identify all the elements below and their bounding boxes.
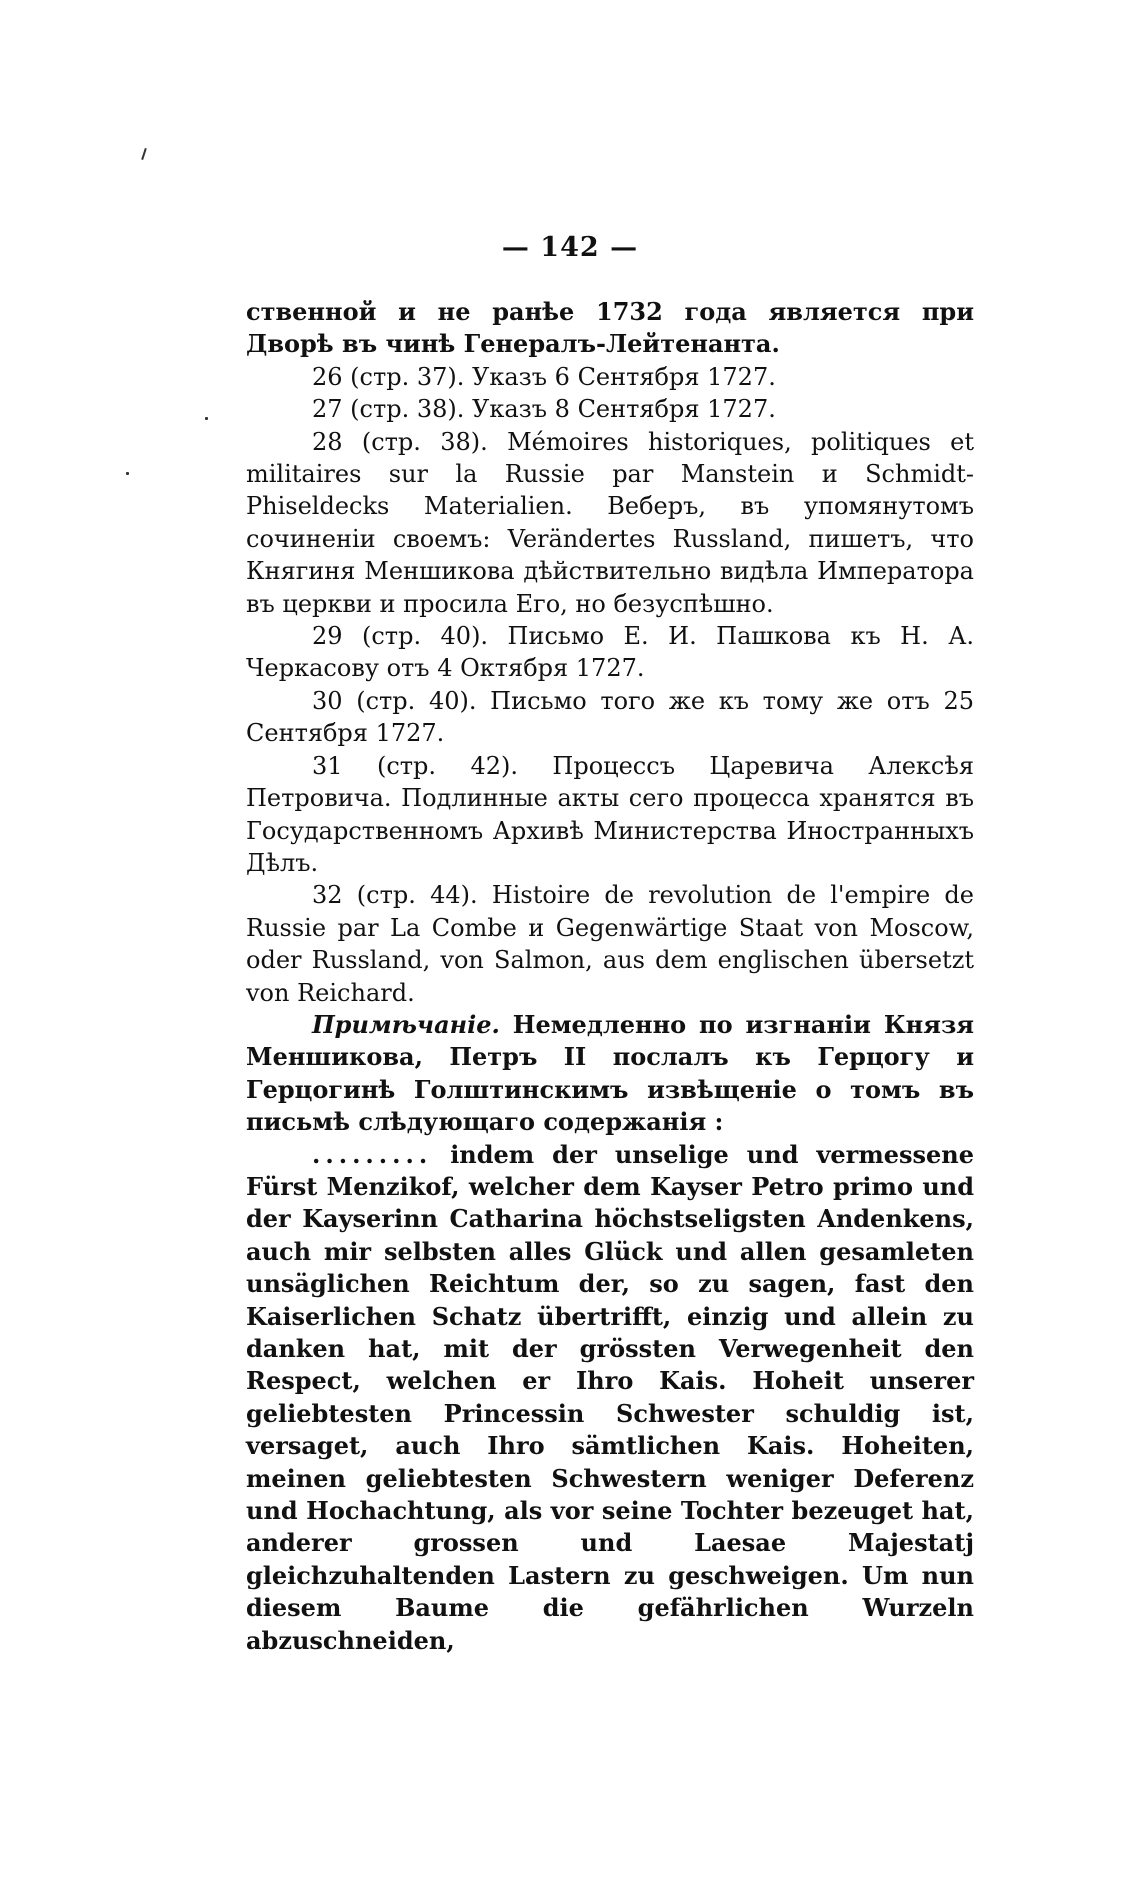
note-label: Примѣчаніе.	[312, 1009, 500, 1039]
german-quote	[246, 1139, 974, 1658]
footnote-26: 26 (стр. 37). Указъ 6 Сентября 1727.	[312, 362, 776, 391]
footnote-31: 31 (стр. 42). Процессъ Царевича Алексѣя Петровича. Подлинные акты сего процесса хранятся въ Государственномъ Архивѣ Министерства Иностранныхъ Дѣлъ.	[246, 751, 974, 877]
quote-ellipsis: .........	[312, 1139, 433, 1169]
footnote-27: 27 (стр. 38). Указъ 8 Сентября 1727.	[312, 395, 776, 424]
footnotes-text	[246, 296, 974, 1657]
continuation-paragraph: ственной и не ранѣе 1732 года является при Дворѣ въ чинѣ Генералъ-Лейтенанта.	[246, 297, 974, 359]
margin-mark-top	[141, 148, 147, 160]
footnote-28: 28 (стр. 38). Mémoires historiques, politiques et militaires sur la Russie par Manstein и Schmidt-Phiseldecks Materialien. Веберъ, въ упомянутомъ сочиненіи своемъ: Verändertes Russland, пишетъ, что Княгиня Меншикова дѣйствительно видѣла Императора въ церкви и просила Его, но безуспѣшно.	[246, 427, 974, 618]
footnote-32: 32 (стр. 44). Histoire de revolution de l'empire de Russie par La Combe и Gegenwärtige Staat von Moscow, oder Russland, von Salmon, aus dem englischen übersetzt von Reichard.	[246, 881, 974, 1007]
note-text: Немедленно по изгнаніи Князя Меншикова, Петръ II послалъ къ Герцогу и Герцогинѣ Голштинскимъ извѣщеніе о томъ въ письмѣ слѣдующаго содержанія :	[246, 1009, 974, 1137]
page-number: — 142 —	[501, 232, 639, 263]
footnote-29: 29 (стр. 40). Письмо Е. И. Пашкова къ Н. А. Черкасову отъ 4 Октября 1727.	[246, 622, 974, 683]
note-paragraph	[246, 1009, 974, 1139]
footnote-30: 30 (стр. 40). Письмо того же къ тому же отъ 25 Сентября 1727.	[246, 686, 974, 748]
margin-dot-left	[205, 417, 208, 420]
quote-text: indem der unselige und vermessene Fürst Menzikof, welcher dem Kayser Petro primo und der Kayserinn Catharina höchstseligsten Andenkens, auch mir selbsten alles Glück und allen gesamleten unsäglichen Reichtum der, so zu sagen, fast den Kaiserlichen Schatz übertrifft, einzig und allein zu danken hat, mit der grössten Verwegenheit den Respect, welchen er Ihro Kais. Hoheit unserer geliebtesten Princessin Schwester schuldig ist, versaget, auch Ihro sämtlichen Kais. Hoheiten, meinen geliebtesten Schwestern weniger Deferenz und Hochachtung, als vor seine Tochter bezeuget hat, anderer grossen und Laesae Majestatj gleichzuhaltenden Lastern zu geschweigen. Um nun diesem Baume die gefährlichen Wurzeln abzuschneiden,	[246, 1139, 974, 1655]
margin-dot-bullet	[126, 472, 129, 475]
